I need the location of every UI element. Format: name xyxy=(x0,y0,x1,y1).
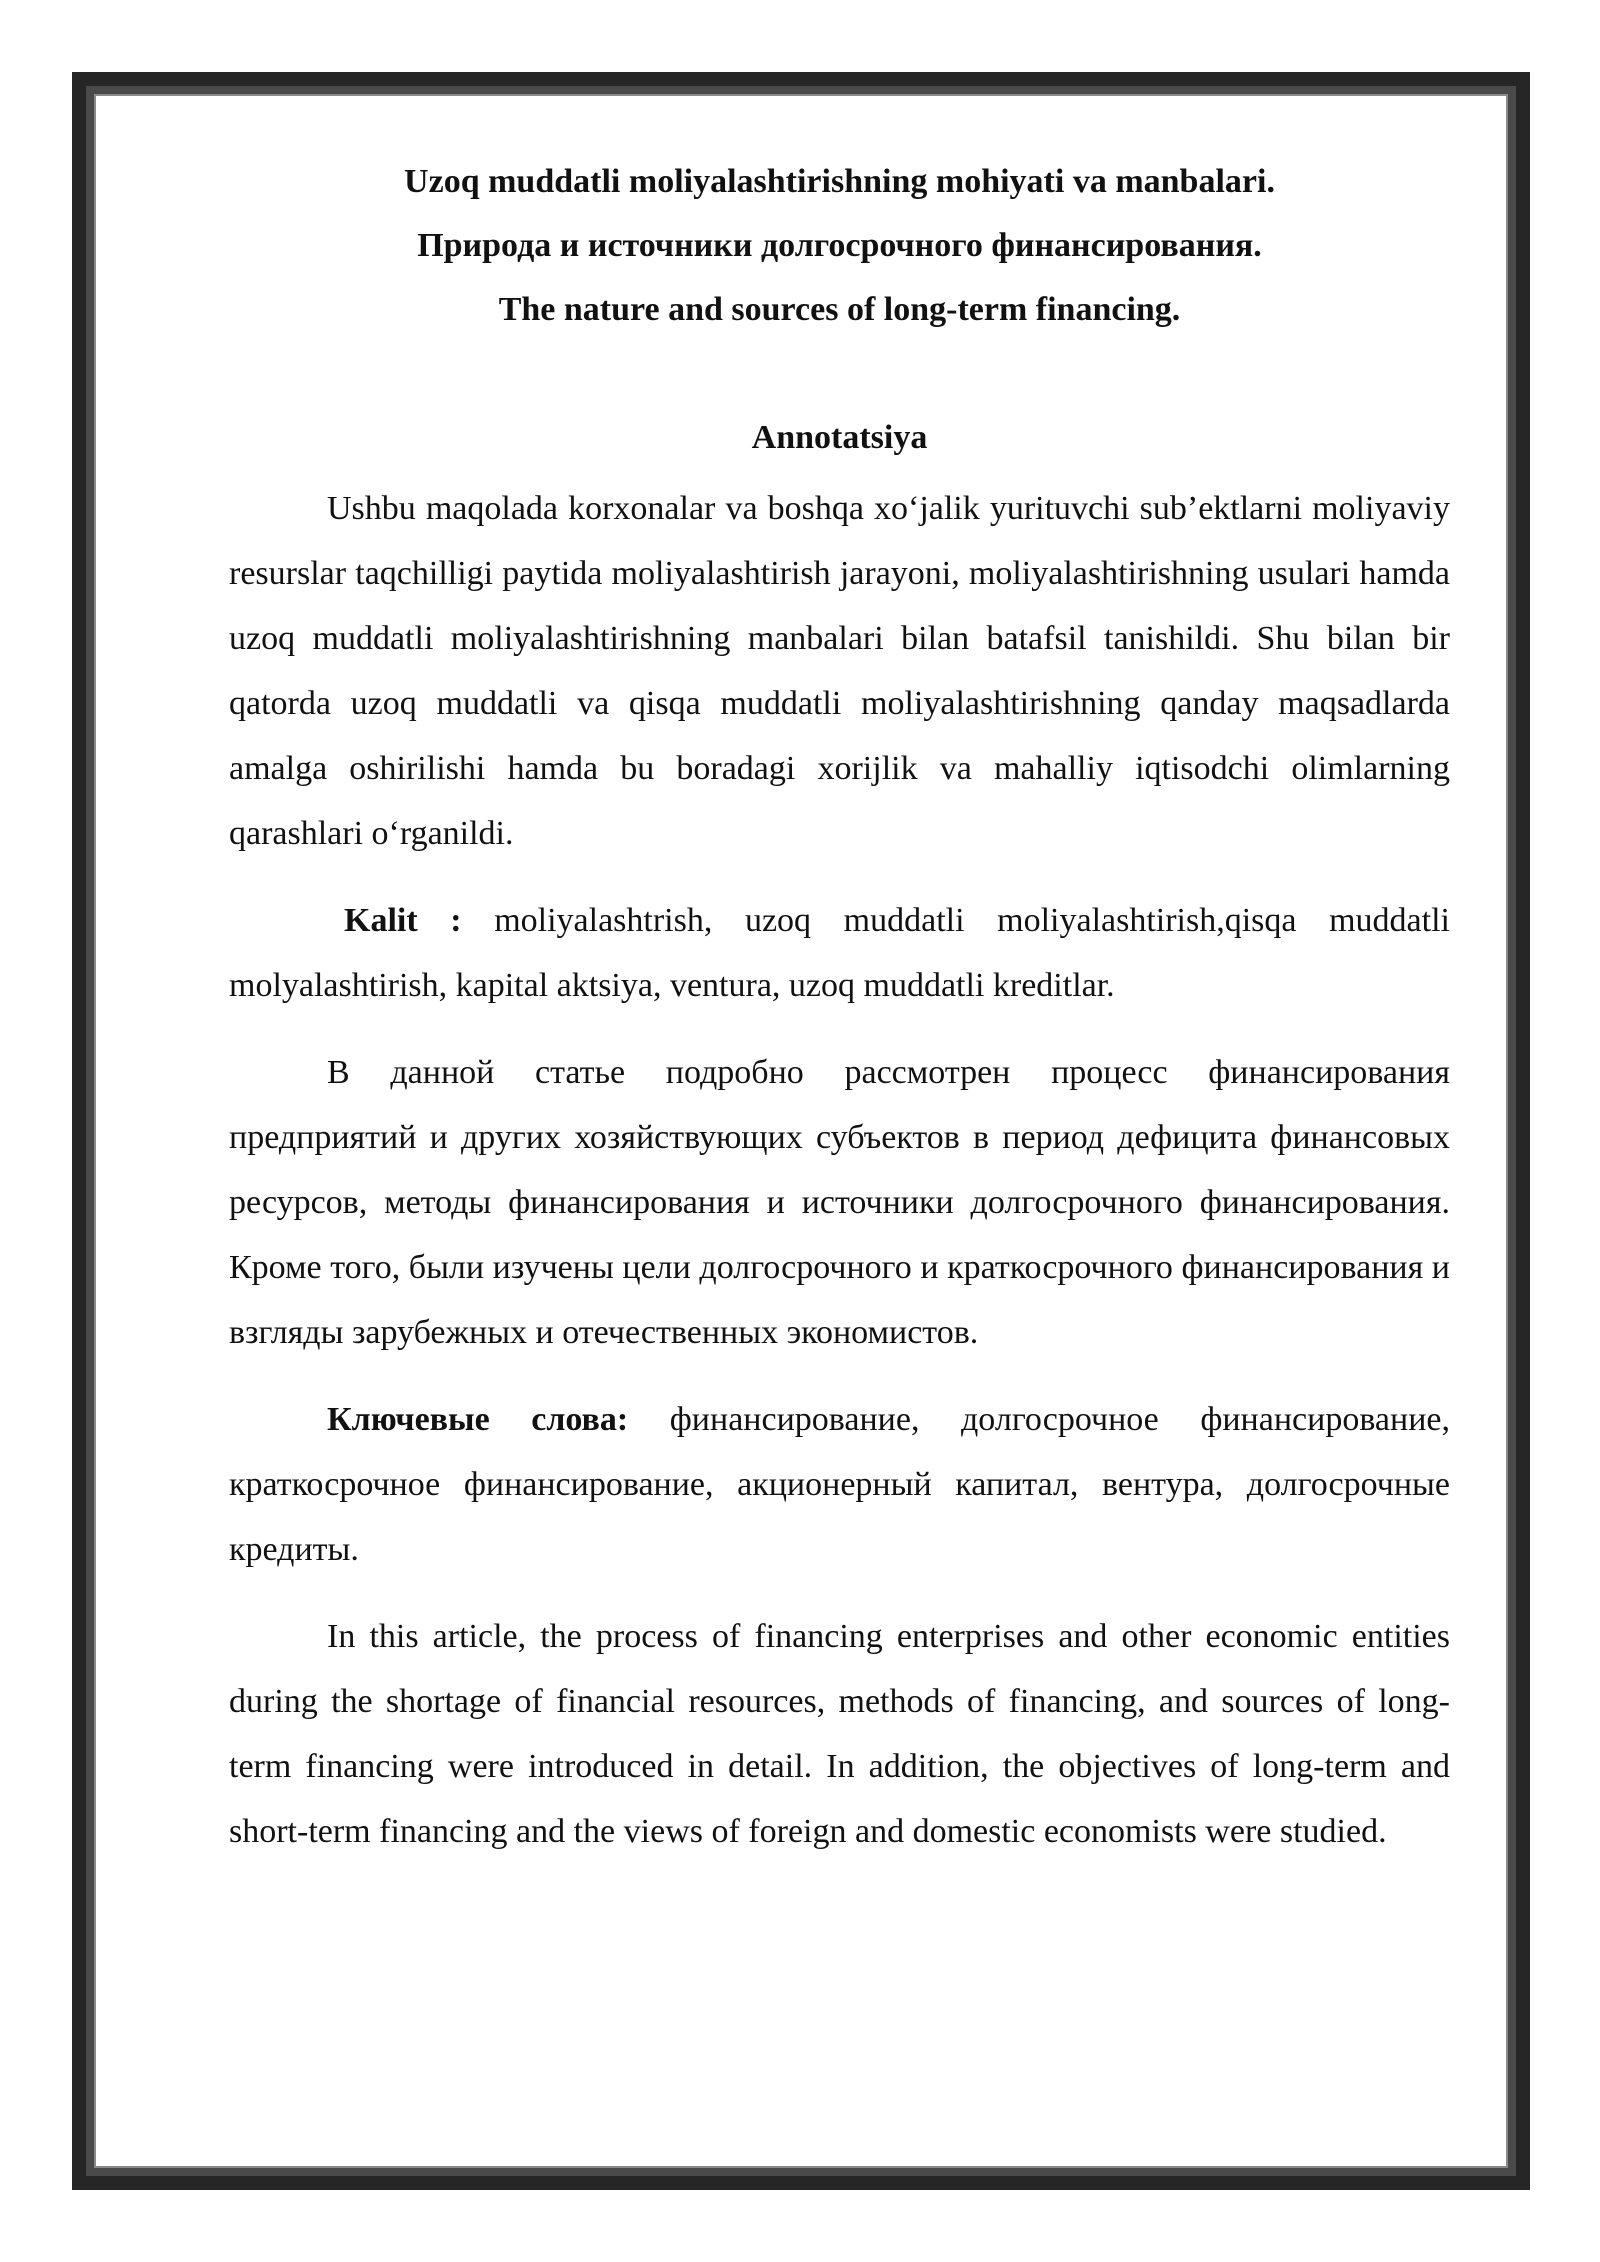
title-uz: Uzoq muddatli moliyalashtirishning mohiyati va manbalari. xyxy=(404,163,1275,200)
keywords-ru-label: Ключевые слова: xyxy=(327,1401,629,1438)
abstract-en: In this article, the process of financing enterprises and other economic entities during the shortage of financial resources, methods of financing, and sources of long-term financing were introduced in detail. In addition, the objectives of long-term and short-term financing and the views of foreign and domestic economists were studied. xyxy=(229,1618,1450,1850)
annotation-heading: Annotatsiya xyxy=(751,419,928,456)
title-en: The nature and sources of long-term financing. xyxy=(498,291,1181,328)
keywords-ru xyxy=(229,1387,1450,1582)
title-block xyxy=(229,150,1450,342)
keywords-ru-text: финансирование, долгосрочное финансирование, краткосрочное финансирование, акционерный капитал, вентура, долгосрочные кредиты. xyxy=(229,1401,1450,1568)
keywords-uz-label: Kalit : xyxy=(344,902,462,939)
abstract-uz: Ushbu maqolada korxonalar va boshqa xo‘jalik yurituvchi sub’ektlarni moliyaviy resurslar taqchilligi paytida moliyalashtirish jarayoni, moliyalashtirishning usulari hamda uzoq muddatli moliyalashtirishning manbalari bilan batafsil tanishildi. Shu bilan bir qatorda uzoq muddatli va qisqa muddatli moliyalashtirishning qanday maqsadlarda amalga oshirilishi hamda bu boradagi xorijlik va mahalliy iqtisodchi olimlarning qarashlari o‘rganildi. xyxy=(229,490,1450,852)
keywords-uz-text: moliyalashtrish, uzoq muddatli moliyalashtirish,qisqa muddatli molyalashtirish, kapital aktsiya, ventura, uzoq muddatli kreditlar. xyxy=(229,902,1450,1004)
document-page xyxy=(229,150,1450,1864)
keywords-uz xyxy=(229,888,1450,1018)
title-ru: Природа и источники долгосрочного финансирования. xyxy=(417,227,1262,264)
abstract-ru: В данной статье подробно рассмотрен процесс финансирования предприятий и других хозяйствующих субъектов в период дефицита финансовых ресурсов, методы финансирования и источники долгосрочного финансирования. Кроме того, были изучены цели долгосрочного и краткосрочного финансирования и взгляды зарубежных и отечественных экономистов. xyxy=(229,1054,1450,1351)
